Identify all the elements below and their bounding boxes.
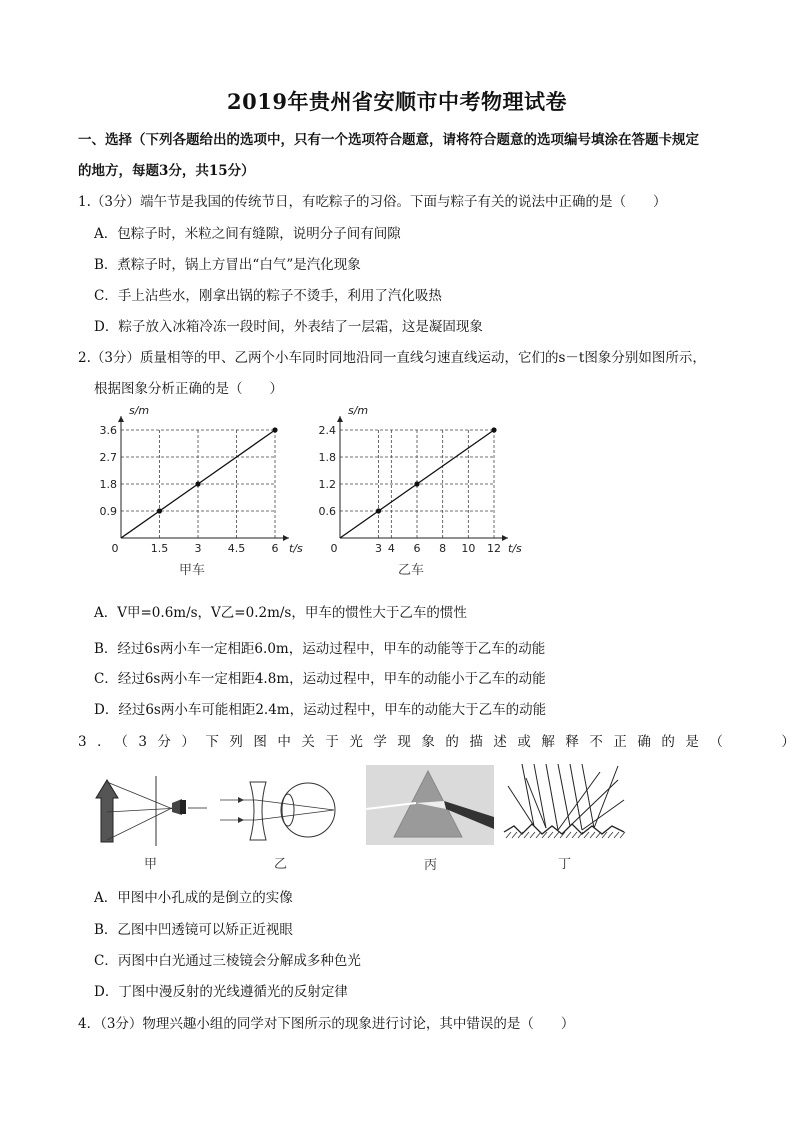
data-point (157, 508, 162, 513)
surface-hatch (566, 832, 571, 838)
question-1-option-d: D．粽子放入冰箱冷冻一段时间，外表结了一层霜，这是凝固现象 (94, 319, 483, 335)
x-tick-label: 0 (330, 542, 338, 555)
x-tick-label: 0 (111, 542, 119, 555)
surface-hatch (608, 832, 613, 838)
y-tick-label: 1.2 (318, 478, 336, 491)
surface-hatch (596, 832, 601, 838)
y-tick-label: 0.9 (99, 505, 117, 518)
question-4-stem: 4．（3分）物理兴趣小组的同学对下图所示的现象进行讨论，其中错误的是（ ） (78, 1016, 575, 1032)
graph-caption: 乙车 (397, 563, 425, 578)
surface-hatch (548, 832, 553, 838)
question-2-option-d: D．经过6s两小车可能相距2.4m，运动过程中，甲车的动能大于乙车的动能 (94, 702, 547, 718)
x-tick-label: 3 (375, 542, 382, 555)
surface-hatch (554, 832, 559, 838)
surface-hatch (572, 832, 577, 838)
question-3-option-a: A．甲图中小孔成的是倒立的实像 (94, 890, 293, 906)
data-point (414, 481, 419, 486)
question-3-option-c: C．丙图中白光通过三棱镜会分解成多种色光 (94, 953, 361, 969)
y-tick-label: 2.4 (318, 424, 336, 437)
figure-prism (366, 765, 496, 880)
section-header-line1: 一、选择（下列各题给出的选项中，只有一个选项符合题意，请将符合题意的选项编号填涂在答题卡规定 (78, 132, 699, 148)
y-axis-label: s/m (129, 404, 150, 417)
section-header-line2: 的地方，每题3分，共15分） (78, 163, 255, 179)
figure-caption-ding: 丁 (558, 857, 572, 872)
x-axis-label: t/s (289, 542, 303, 555)
figure-diffuse-reflection (500, 760, 630, 880)
question-2-stem-line2: 根据图象分析正确的是（ ） (94, 381, 283, 397)
page-title: 2019年贵州省安顺市中考物理试卷 (227, 89, 567, 114)
y-tick-label: 0.6 (318, 505, 336, 518)
question-3-option-d: D．丁图中漫反射的光线遵循光的反射定律 (94, 984, 348, 1000)
question-3-option-b: B．乙图中凹透镜可以矫正近视眼 (94, 922, 293, 938)
y-tick-label: 1.8 (318, 451, 336, 464)
y-axis-label: s/m (348, 404, 369, 417)
figure-caption-yi: 乙 (274, 857, 288, 872)
incident-ray (534, 764, 546, 828)
question-1-option-c: C．手上沾些水，刚拿出锅的粽子不烫手，利用了汽化吸热 (94, 288, 442, 304)
figure-caption-jia: 甲 (144, 857, 158, 872)
question-3-stem: 3．（3分）下列图中关于光学现象的描述或解释不正确的是（ ） (78, 734, 805, 750)
surface-hatch (584, 832, 589, 838)
surface-hatch (530, 832, 535, 838)
y-axis-arrow (118, 416, 124, 422)
x-tick-label: 3 (194, 542, 202, 555)
surface-hatch (512, 832, 517, 838)
reflected-ray (526, 778, 546, 828)
x-tick-label: 4 (387, 542, 395, 555)
x-tick-label: 6 (271, 542, 279, 555)
x-tick-label: 6 (413, 542, 421, 555)
x-axis-label: t/s (508, 542, 522, 555)
figure-concave-lens-eye (216, 770, 346, 880)
x-tick-label: 8 (439, 542, 447, 555)
question-1-option-b: B．煮粽子时，锅上方冒出“白气”是汽化现象 (94, 257, 361, 273)
question-2-stem-line1: 2.（3分）质量相等的甲、乙两个小车同时同地沿同一直线匀速直线运动，它们的s－t图象分别如图所示， (78, 350, 706, 366)
data-point (272, 427, 277, 432)
data-point (376, 508, 381, 513)
x-tick-label: 1.5 (150, 542, 169, 555)
surface-hatch (524, 832, 529, 838)
y-tick-label: 3.6 (99, 424, 117, 437)
figure-pinhole-camera (92, 770, 212, 880)
y-tick-label: 2.7 (99, 451, 117, 464)
graph-yi-car (310, 398, 540, 583)
figure-caption-bing: 丙 (424, 858, 438, 873)
x-tick-label: 10 (461, 542, 476, 555)
incident-ray (546, 764, 558, 830)
x-tick-label: 4.5 (227, 542, 246, 555)
x-axis-arrow (283, 535, 289, 541)
surface-hatch (620, 832, 625, 838)
surface-hatch (506, 832, 511, 838)
question-2-option-b: B．经过6s两小车一定相距6.0m，运动过程中，甲车的动能等于乙车的动能 (94, 641, 546, 657)
y-axis-arrow (337, 416, 343, 422)
graph-caption: 甲车 (178, 563, 206, 578)
incident-ray (582, 764, 594, 828)
question-1-stem: 1.（3分）端午节是我国的传统节日，有吃粽子的习俗。下面与粽子有关的说法中正确的是（ ） (78, 194, 667, 210)
data-point (195, 481, 200, 486)
question-2-option-c: C．经过6s两小车一定相距4.8m，运动过程中，甲车的动能小于乙车的动能 (94, 671, 546, 687)
x-axis-arrow (502, 535, 508, 541)
surface-hatch (536, 832, 541, 838)
x-tick-label: 12 (487, 542, 501, 555)
surface-hatch (590, 832, 595, 838)
surface-hatch (614, 832, 619, 838)
question-1-option-a: A．包粽子时，米粒之间有缝隙，说明分子间有间隙 (94, 226, 401, 242)
data-point (491, 427, 496, 432)
graph-jia-car (95, 398, 303, 583)
question-2-option-a: A．V甲=0.6m/s，V乙=0.2m/s，甲车的惯性大于乙车的惯性 (94, 605, 467, 621)
y-tick-label: 1.8 (99, 478, 117, 491)
